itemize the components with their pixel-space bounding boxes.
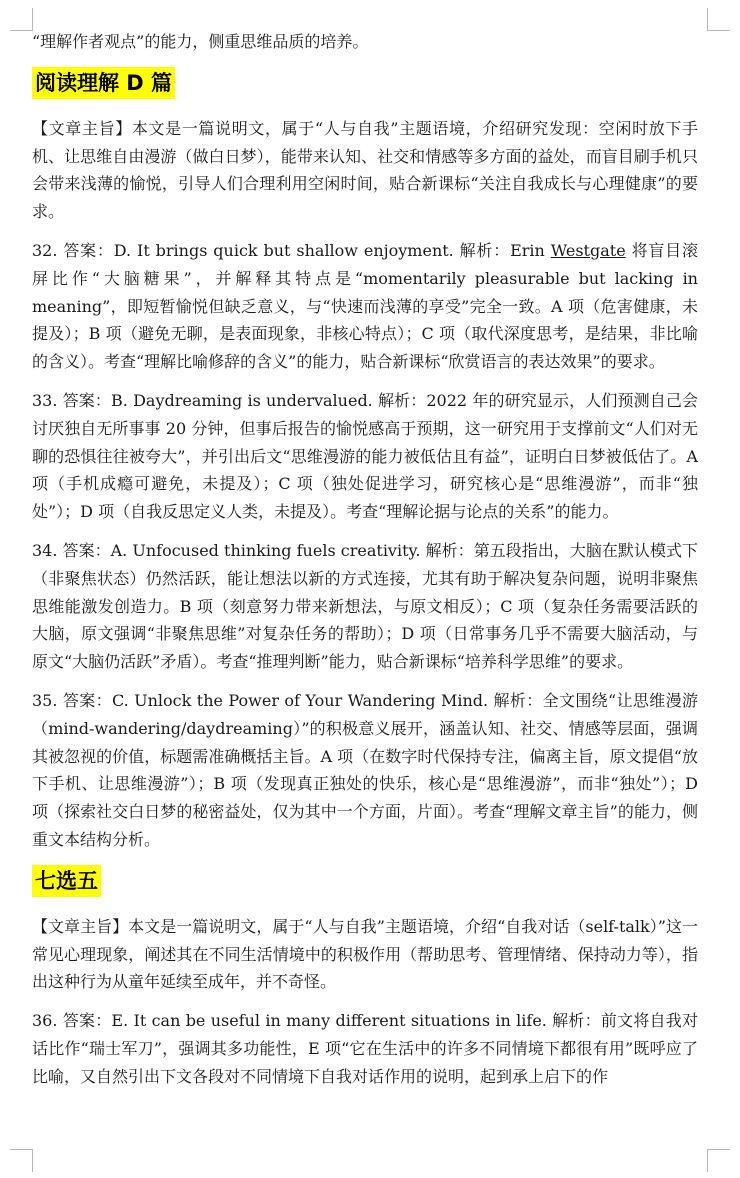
answer-32-rest: 将盲目滚屏比作“大脑糖果”，并解释其特点是“momentarily pleasurable but lacking in meaning”，即短暂愉悦但缺乏意义，与“快速而浅薄的享受”完全一致。A 项（危害健康，未提及）；B 项（避免无聊，是表面现象，非核心特点）；C 项（取代深度思考，是结果，非比喻的含义）。考查“理解比喻修辞的含义”的能力，贴合新课标“欣赏语言的表达效果”的要求。: [32, 240, 698, 372]
section-heading-reading-d: [32, 67, 698, 101]
section-heading-seven-five: [32, 865, 698, 899]
document-page: [32, 28, 698, 1102]
seven-five-summary: 【文章主旨】本文是一篇说明文，属于“人与自我”主题语境，介绍“自我对话（self-talk）”这一常见心理现象，阐述其在不同生活情境中的积极作用（帮助思考、管理情绪、保持动力等），指出这种行为从童年延续至成年，并不奇怪。: [32, 916, 698, 992]
intro-tail-paragraph: “理解作者观点”的能力，侧重思维品质的培养。: [32, 32, 369, 51]
answer-32: [32, 237, 698, 376]
reading-d-summary: 【文章主旨】本文是一篇说明文，属于“人与自我”主题语境，介绍研究发现：空闲时放下手机、让思维自由漫游（做白日梦），能带来认知、社交和情感等多方面的益处，而盲目刷手机只会带来浅薄的愉悦，引导人们合理利用空闲时间，贴合新课标“关注自我成长与心理健康”的要求。: [32, 118, 698, 222]
section-title-seven-five: 七选五: [32, 865, 101, 897]
answer-36: 36. 答案：E. It can be useful in many different situations in life. 解析：前文将自我对话比作“瑞士军刀”，强调其多功能性，E 项“它在生活中的许多不同情境下都很有用”既呼应了比喻，又自然引出下文各段对不同情境下自我对话作用的说明，起到承上启下的作: [32, 1011, 698, 1086]
crop-mark-top-left: [10, 8, 33, 31]
answer-35: 35. 答案：C. Unlock the Power of Your Wandering Mind. 解析：全文围绕“让思维漫游（mind-wandering/daydreaming）”的积极意义展开，涵盖认知、社交、情感等层面，强调其被忽视的价值，标题需准确概括主旨。A 项（在数字时代保持专注，偏离主旨，原文提倡“放下手机、让思维漫游”）；B 项（发现真正独处的快乐，核心是“思维漫游”，而非“独处”）；D 项（探索社交白日梦的秘密益处，仅为其中一个方面，片面）。考查“理解文章主旨”的能力，侧重文本结构分析。: [32, 690, 698, 849]
crop-mark-bottom-right: [707, 1149, 730, 1172]
answer-32-prefix: 32. 答案：D. It brings quick but shallow enjoyment. 解析：Erin: [32, 240, 551, 260]
answer-33: 33. 答案：B. Daydreaming is undervalued. 解析：2022 年的研究显示，人们预测自己会讨厌独自无所事事 20 分钟，但事后报告的愉悦感高于预期，这一研究用于支撑前文“人们对无聊的恐惧往往被夸大”，并引出后文“思维漫游的能力被低估且有益”，证明白日梦被低估了。A 项（手机成瘾可避免，未提及）；C 项（独处促进学习，研究核心是“思维漫游”，而非“独处”）；D 项（自我反思定义人类，未提及）。考查“理解论据与论点的关系”的能力。: [32, 390, 698, 522]
answer-34: 34. 答案：A. Unfocused thinking fuels creativity. 解析：第五段指出，大脑在默认模式下（非聚焦状态）仍然活跃，能让想法以新的方式连接，尤其有助于解决复杂问题，说明非聚焦思维能激发创造力。B 项（刻意努力带来新想法，与原文相反）；C 项（复杂任务需要活跃的大脑，原文强调“非聚焦思维”对复杂任务的帮助）；D 项（日常事务几乎不需要大脑活动，与原文“大脑仍活跃”矛盾）。考查“推理判断”能力，贴合新课标“培养科学思维”的要求。: [32, 540, 698, 672]
crop-mark-top-right: [707, 8, 730, 31]
crop-mark-bottom-left: [10, 1149, 33, 1172]
author-name: Westgate: [550, 240, 626, 260]
section-title-reading-d: 阅读理解 D 篇: [32, 67, 175, 99]
